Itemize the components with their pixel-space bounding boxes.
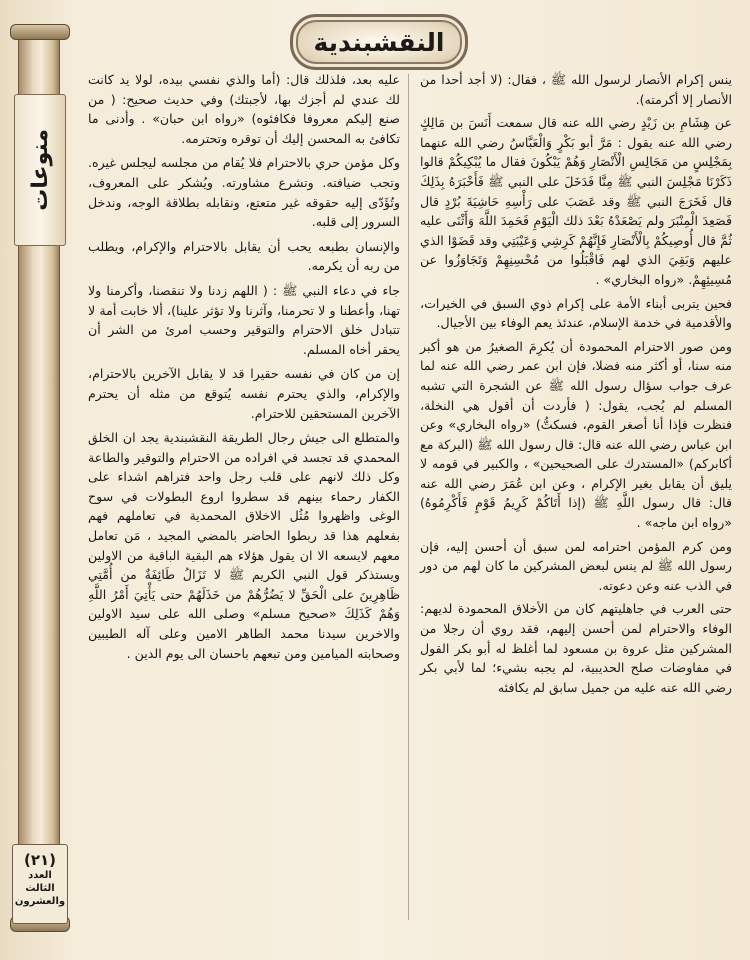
issue-box (12, 844, 68, 924)
paragraph: جاء في دعاء النبي ﷺ : ( اللهم زدنا ولا تنقصنا، وأكرمنا ولا تهنا، وأعطنا و لا تحرمنا، وآثرنا ولا تؤثر علينا)، ألا خابت أمة لا تتبادل خلق الاحترام والتوقير وحسب امرئ من الشر أن يحقر أخاه المسلم. (88, 282, 400, 357)
column-divider (408, 74, 409, 920)
right-column (420, 70, 732, 701)
decorative-scroll (10, 24, 68, 932)
scroll-cap-top (10, 24, 70, 40)
paragraph: وكل مؤمن حري بالاحترام فلا يُقام من مجلسه ليجلس غيره. وتجب ضيافته. وتشرع مشاورته. ويُشكر على المعروف، وتُؤَدّى إليه حقوقه غير متعتع، ونقابله بطلاقة الوجه، وندخل السرور إلى قلبه. (88, 155, 400, 230)
paragraph: ومن صور الاحترام المحمودة أن يُكرِمَ الصغيرُ من هو أكبر منه سنا، أو أكثر منه فضلا، فإن ابن عمر رضي الله عنه لما عرف جواب سؤال رسول الله ﷺ عن الشجرة التي تشبه المسلم لم يُجب، يقول: ( فأردت أن أقول هي النخلة، فنظرت فإذا أنا أصغر القوم، فسكتُّ) «رواه البخاري» وعن ابن عباس رضي الله عنه قال: قال رسول الله ﷺ (البركة مع أكابركم) «المستدرك على الصحيحين» ، والكبير في قومه لا يليق أن يقابل بغير الإكرام ، وعن ابن عُمَرَ رضي الله عنه قال: قال رسول اللَّهِ ﷺ (إذا أَتَاكُمْ كَرِيمُ قَوْمٍ فَأَكْرِمُوهُ) «رواه ابن ماجه» . (420, 338, 732, 531)
paragraph: ومن كرم المؤمن احترامه لمن سبق أن أحسن إليه، فإن رسول الله ﷺ لم ينس لبعض المشركين ما كان لهم من دور في الذب عنه وعن دعوته. (420, 538, 732, 593)
paragraph: عن هِشَامِ بن زَيْدٍ رضي الله عنه قال سمعت أَنَسَ بن مَالِكٍ رضي الله عنه يقول : مَرَّ أبو بَكْرٍ وَالْعَبَّاسُ رضي الله عنهما بِمَجْلِسٍ من مَجَالِسِ الْأَنْصَارِ وَهُمْ يَبْكُونَ فقال ما يُبْكِيكُمْ قالوا ذَكَرْنَا مَجْلِسَ النبي ﷺ مِنَّا فَدَخَلَ على النبي ﷺ فَأَخْبَرَهُ بِذَلِكَ قال فَخَرَجَ النبي ﷺ وقد عَصَبَ على رَأْسِهِ حَاشِيَةَ بُرْدٍ قال فَصَعِدَ الْمِنْبَرَ ولم يَصْعَدْهُ بَعْدَ ذلك الْيَوْمِ فَحَمِدَ اللَّهَ وَأَثْنَى عليه ثُمَّ قال أُوصِيكُمْ بِالْأَنْصَارِ فَإِنَّهُمْ كَرِشِي وَعَيْبَتِي وقد قَضَوْا الذي عليهم وَبَقِيَ الذي لهم فَاقْبَلُوا من مُحْسِنِهِمْ وَتَجَاوَزُوا عن مُسِيئِهِمْ. «رواه البخاري» . (420, 115, 732, 287)
issue-ordinal-2: والعشرون (14, 896, 66, 907)
page-title: النقشبندية (313, 27, 445, 57)
paragraph: عليه بعد، فلذلك قال: (أما والذي نفسي بيده، لولا يد كانت لك عندي لم أجزك بها، لأجبتك) وفي حديث صحيح: ( من صنع إليكم معروفا فكافئوه) «رواه ابن حبان» . وأدنى ما تكافئ به المحسن إليك أن توقره وتحترمه. (88, 72, 400, 146)
issue-ordinal-1: الثالث (25, 883, 55, 894)
paragraph: إن من كان في نفسه حقيرا قد لا يقابل الآخرين بالاحترام، والإكرام، والذي يحترم نفسه يُتوقع من مثله أن يحترم الآخرين المستحقين للاحترام. (88, 366, 400, 421)
issue-label: العدد (28, 870, 52, 881)
paragraph: ينس إكرام الأنصار لرسول الله ﷺ ، فقال: (لا أجد أحدا من الأنصار إلا أكرمته). (420, 72, 732, 107)
page-number: (٢١) (23, 851, 57, 869)
page-title-banner (290, 14, 468, 70)
left-column (88, 70, 400, 668)
section-label: منوعات (27, 129, 53, 211)
paragraph: والمتطلع الى جيش رجال الطريقة النقشبندية يجد ان الخلق المحمدي قد تجسد في افراده من الاحترام والتوقير والطاعة وكل ذلك لانهم على قلب رجل واحد فتراهم اشداء على الكفار رحماء بينهم قد سطروا اروع البطولات في سوح الوغى واظهروا مُثُل الاخلاق المحمدية في تعاملهم فهم بفعلهم هذا قد ربطوا الحاضر بالمضي المجيد ، مَن تعامل معهم لايسعه الا ان يقول هؤلاء هم البقية الباقية من الاولين ويستذكر قول النبي الكريم ﷺ لا تَزَالُ طَائِفَةٌ من أُمَّتِي ظَاهِرِينَ على الْحَقِّ لا يَضُرُّهُمْ من خَذَلَهُمْ حتى يَأْتِيَ أَمْرُ اللَّهِ وَهُمْ كَذَلِكَ «صحيح مسلم» وصلى الله على سيد الاولين والاخرين سيدنا محمد الطاهر الامين وعلى آله الطيبين وصحابته الميامين ومن تبعهم باحسان الى يوم الدين . (88, 430, 400, 661)
section-tab (14, 94, 66, 246)
paragraph: حتى العرب في جاهليتهم كان من الأخلاق المحمودة لديهم: الوفاء والاحترام لمن أحسن إليهم، فقد روي أن رجلا من المشركين مثل عروة بن مسعود لما أغلظ له أبو بكر القول في مفاوضات صلح الحديبية، لم يجبه بشيء؛ لما لأبي بكر رضي الله عنه عليه من جميل سابق لم يكافئه (420, 601, 732, 695)
paragraph: والإنسان بطبعه يحب أن يقابل بالاحترام والإكرام، ويطلب من ربه أن يكرمه. (88, 238, 400, 274)
paragraph: فحين يتربى أبناء الأمة على إكرام ذوي السبق في الخيرات، والأقدمية في خدمة الإسلام، عندئذ يعم الوفاء بين الأجيال. (420, 295, 732, 331)
